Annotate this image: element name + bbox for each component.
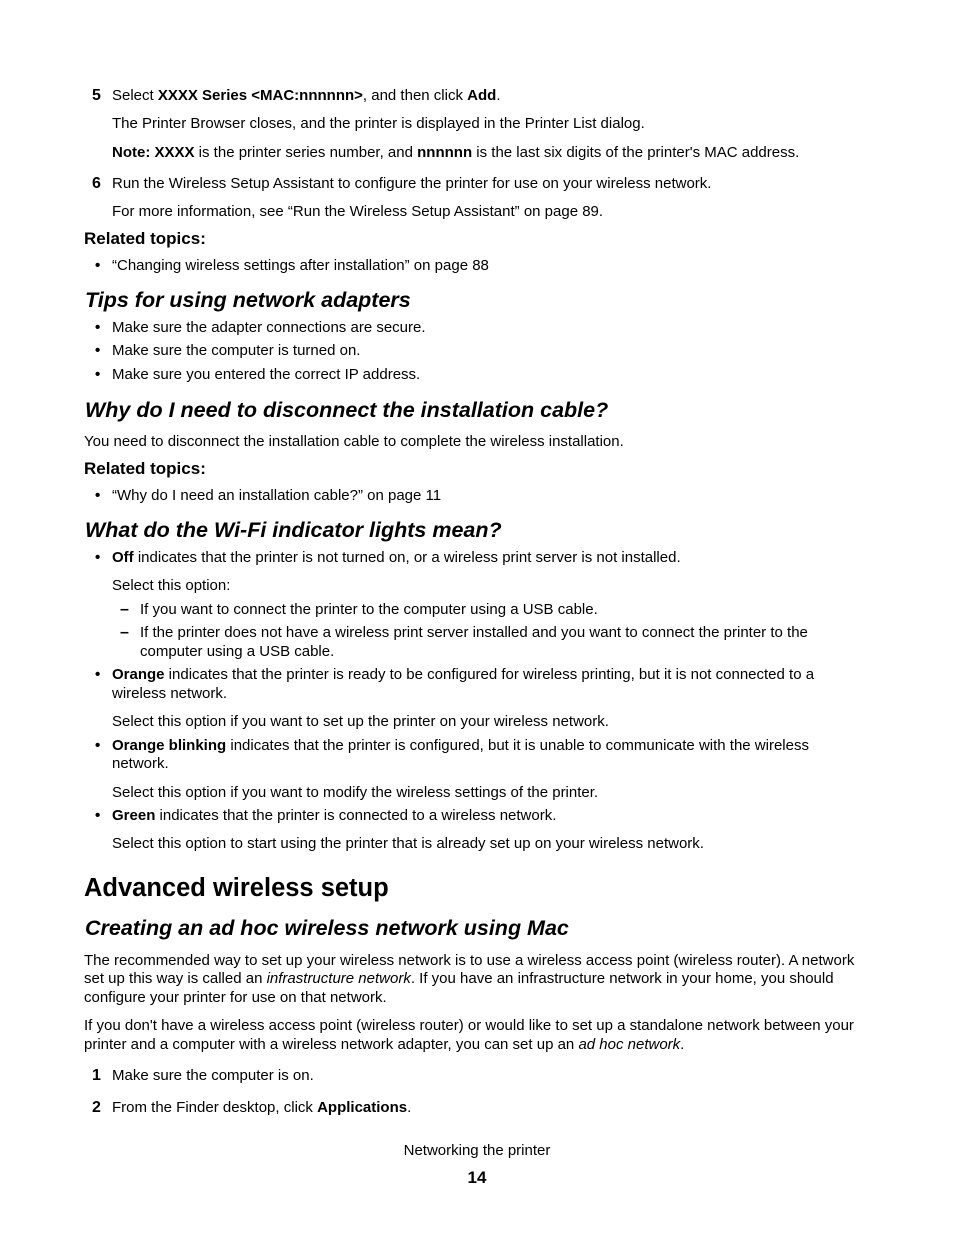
step-number: 2 xyxy=(92,1099,101,1116)
bullet-icon: • xyxy=(95,807,101,824)
dash-icon: – xyxy=(120,601,129,618)
disconnect-body: You need to disconnect the installation cable to complete the wireless installation. xyxy=(84,433,624,450)
wifi-orange-select: Select this option if you want to set up the printer on your wireless network. xyxy=(112,713,609,730)
wifi-orange-item: Orange indicates that the printer is ready to be configured for wireless printing, but it is not connected to a xyxy=(112,666,815,683)
step-number: 1 xyxy=(92,1067,101,1084)
page-number: 14 xyxy=(467,1168,487,1187)
sub-list-item: If you want to connect the printer to the computer using a USB cable. xyxy=(140,601,598,618)
list-item: Make sure the adapter connections are secure. xyxy=(112,319,426,336)
wifi-green-select: Select this option to start using the printer that is already set up on your wireless network. xyxy=(112,835,704,852)
related-topic-link[interactable]: “Why do I need an installation cable?” on page 11 xyxy=(112,487,442,504)
related-topic-link[interactable]: “Changing wireless settings after installation” on page 88 xyxy=(112,257,489,274)
bullet-icon: • xyxy=(95,487,101,504)
sub-list-item: If the printer does not have a wireless print server installed and you want to connect the printer to the xyxy=(140,624,808,641)
bullet-icon: • xyxy=(95,549,101,566)
bullet-icon: • xyxy=(95,257,101,274)
adhoc-paragraph-1: The recommended way to set up your wireless network is to use a wireless access point (wireless router). A network xyxy=(84,952,855,969)
adhoc-step-1: Make sure the computer is on. xyxy=(112,1067,314,1084)
list-item: Make sure the computer is turned on. xyxy=(112,342,361,359)
related-topics-heading: Related topics: xyxy=(84,459,206,478)
step-5-note: Note: XXXX is the printer series number, and nnnnnn is the last six digits of the printer's MAC address. xyxy=(112,144,800,161)
section-heading-wifi-lights: What do the Wi-Fi indicator lights mean? xyxy=(85,518,502,542)
footer-section-title: Networking the printer xyxy=(403,1142,551,1159)
bullet-icon: • xyxy=(95,366,101,383)
adhoc-paragraph-1: configure your printer for use on that network. xyxy=(84,989,387,1006)
section-heading-disconnect: Why do I need to disconnect the installation cable? xyxy=(85,398,609,422)
step-6-text: Run the Wireless Setup Assistant to configure the printer for use on your wireless network. xyxy=(112,175,712,192)
adhoc-paragraph-1: set up this way is called an infrastructure network. If you have an infrastructure network in your home, you should xyxy=(84,970,834,987)
wifi-orange-item-cont: wireless network. xyxy=(112,685,228,702)
dash-icon: – xyxy=(120,624,129,641)
bullet-icon: • xyxy=(95,342,101,359)
section-heading-tips: Tips for using network adapters xyxy=(85,288,411,312)
adhoc-paragraph-2: If you don't have a wireless access point (wireless router) or would like to set up a standalone network between your xyxy=(84,1017,854,1034)
step-5-text: Select XXXX Series <MAC:nnnnnn>, and then click Add. xyxy=(112,87,501,104)
wifi-green-item: Green indicates that the printer is connected to a wireless network. xyxy=(112,807,557,824)
chapter-heading: Advanced wireless setup xyxy=(84,874,389,902)
bullet-icon: • xyxy=(95,737,101,754)
step-5-result: The Printer Browser closes, and the printer is displayed in the Printer List dialog. xyxy=(112,115,645,132)
bullet-icon: • xyxy=(95,666,101,683)
wifi-blink-item-cont: network. xyxy=(112,755,169,772)
wifi-off-item: Off indicates that the printer is not turned on, or a wireless print server is not installed. xyxy=(112,549,681,566)
section-heading-adhoc: Creating an ad hoc wireless network using Mac xyxy=(85,916,569,940)
step-6-more-info: For more information, see “Run the Wireless Setup Assistant” on page 89. xyxy=(112,203,604,220)
step-number: 5 xyxy=(92,87,101,104)
wifi-blink-item: Orange blinking indicates that the printer is configured, but it is unable to communicate with the wireless xyxy=(112,737,809,754)
list-item: Make sure you entered the correct IP address. xyxy=(112,366,421,383)
wifi-blink-select: Select this option if you want to modify the wireless settings of the printer. xyxy=(112,784,599,801)
step-number: 6 xyxy=(92,175,101,192)
adhoc-paragraph-2: printer and a computer with a wireless network adapter, you can set up an ad hoc network. xyxy=(84,1036,685,1053)
sub-list-item-cont: computer using a USB cable. xyxy=(140,643,335,660)
wifi-off-select: Select this option: xyxy=(112,577,231,594)
adhoc-step-2: From the Finder desktop, click Applications. xyxy=(112,1099,412,1116)
bullet-icon: • xyxy=(95,319,101,336)
related-topics-heading: Related topics: xyxy=(84,229,206,248)
